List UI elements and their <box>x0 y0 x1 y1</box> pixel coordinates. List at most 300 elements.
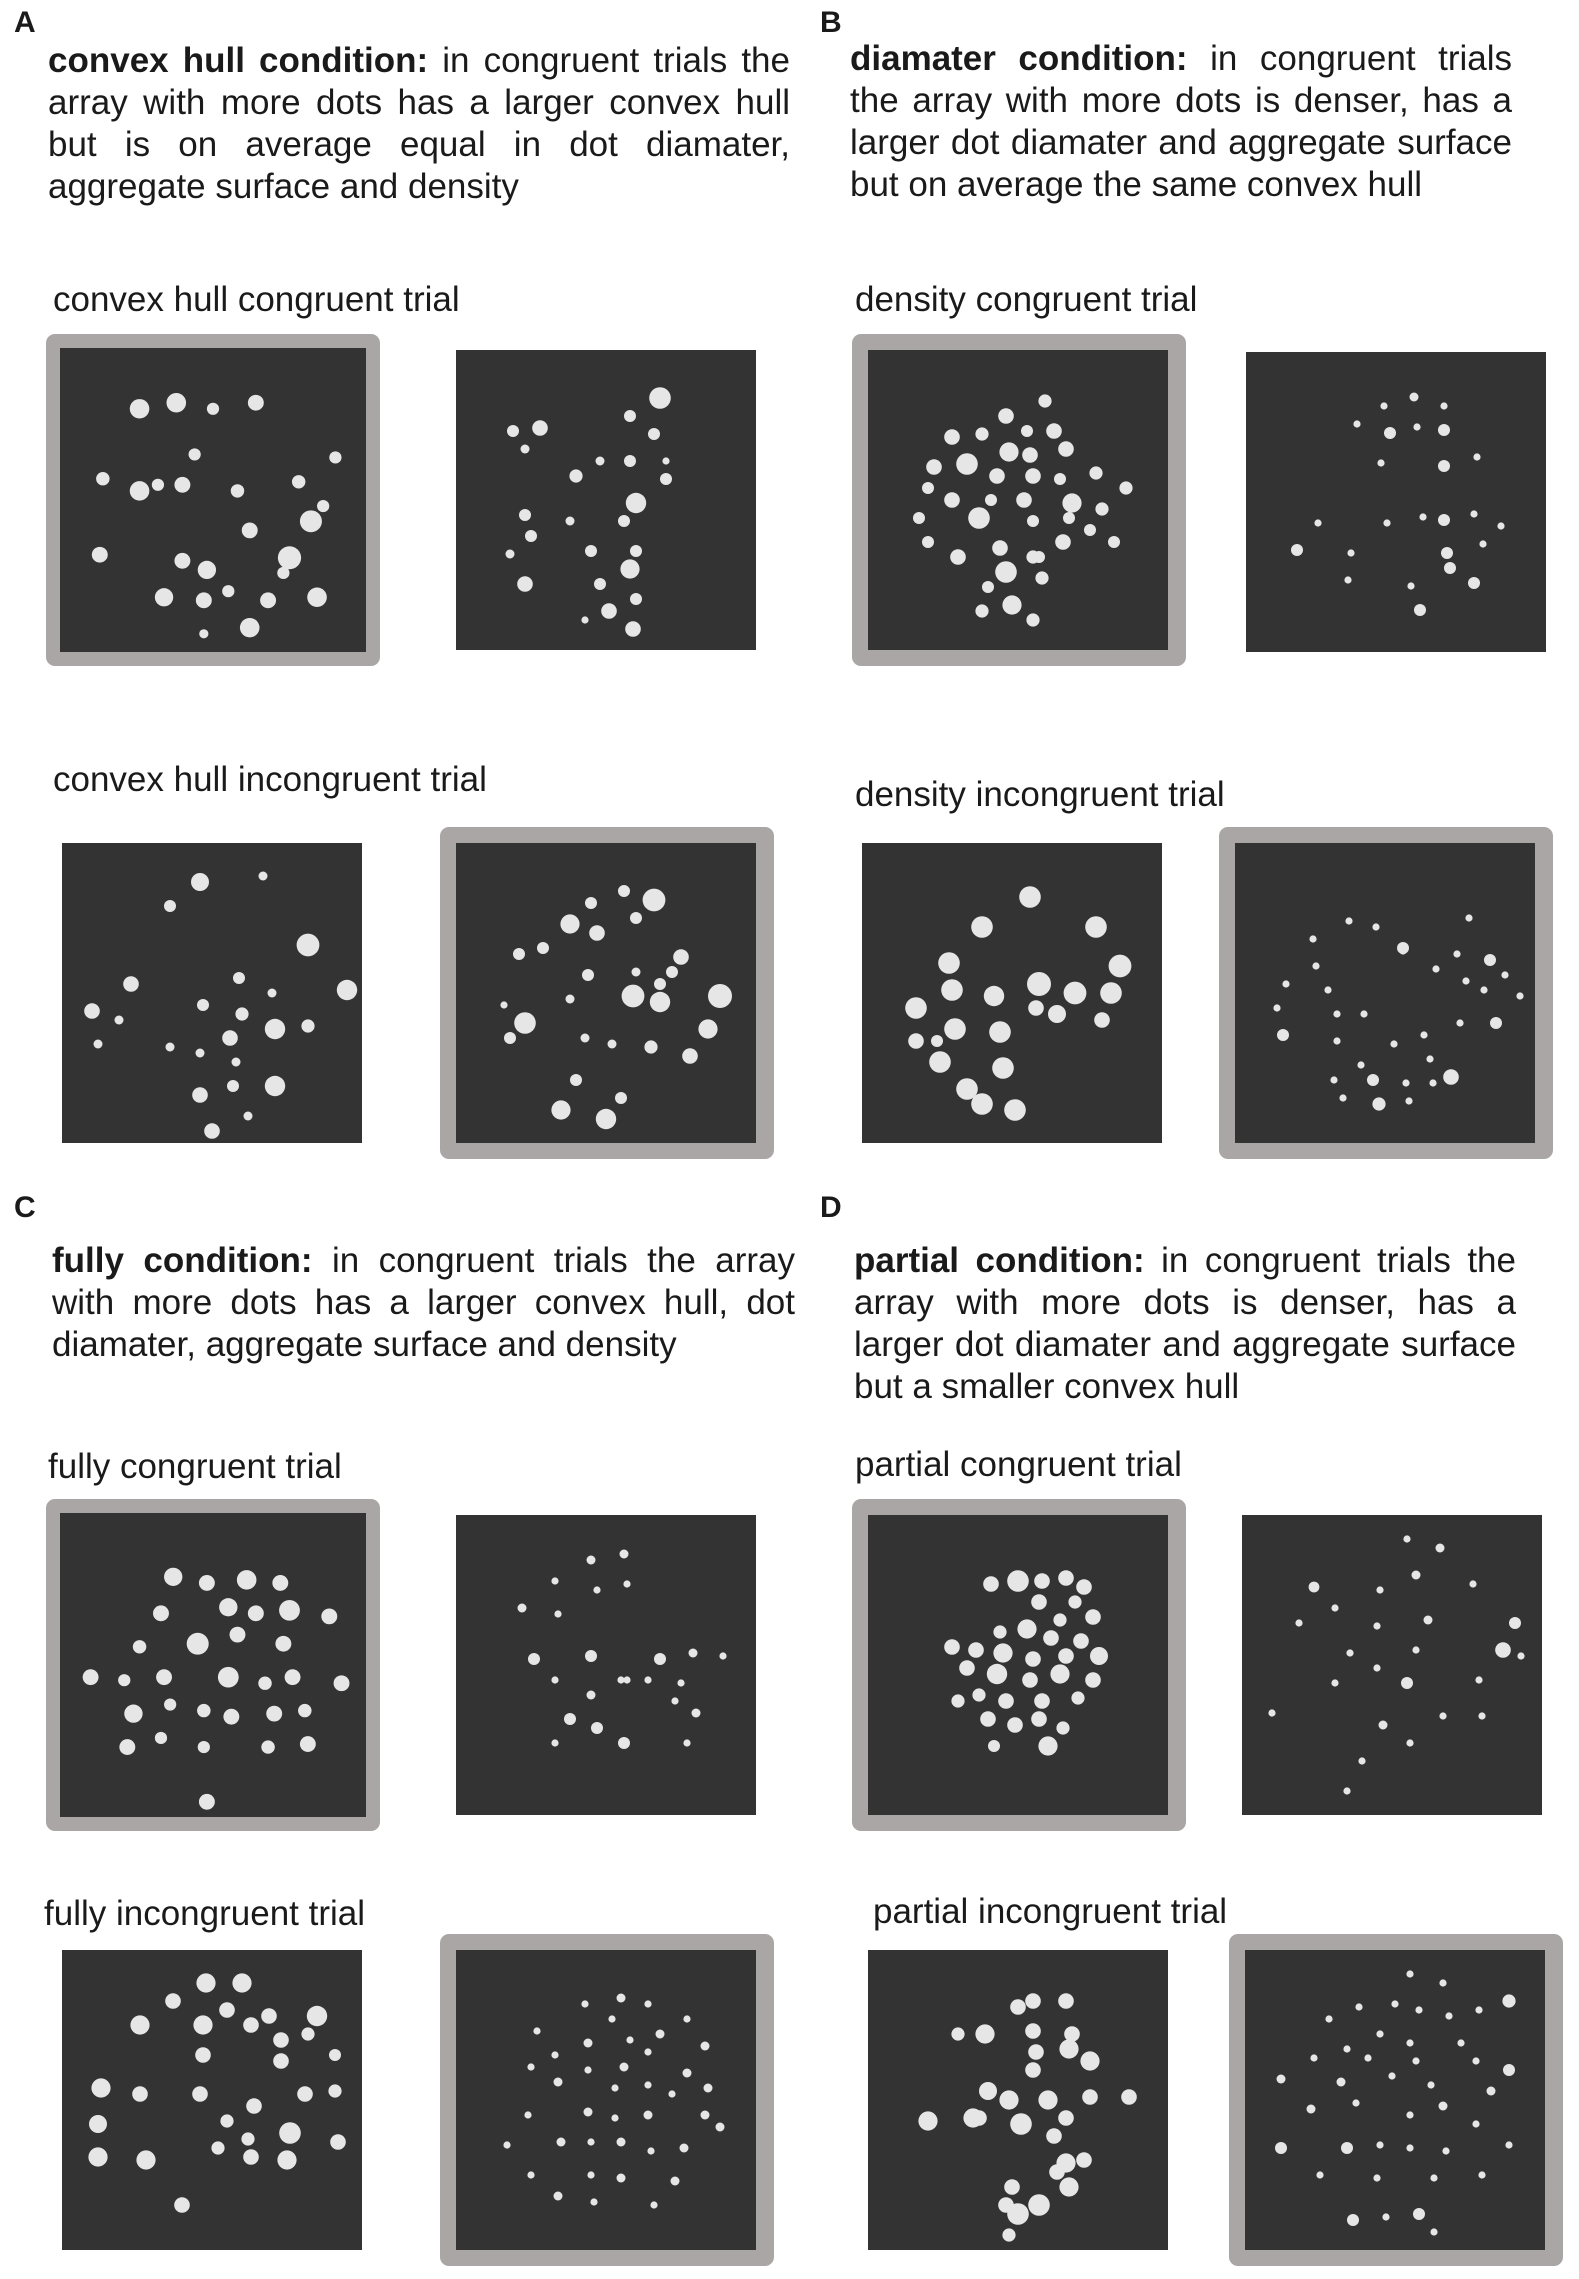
dot <box>649 387 671 409</box>
dot <box>618 515 630 527</box>
dot <box>156 1669 172 1685</box>
dot <box>500 1001 507 1008</box>
dot <box>1038 2090 1057 2109</box>
dot <box>196 592 212 608</box>
dot <box>1314 519 1321 526</box>
stimulus-c-incongruent-left <box>62 1950 362 2250</box>
dot <box>528 1653 540 1665</box>
dot <box>1438 424 1450 436</box>
dot <box>1059 2039 1078 2058</box>
condition-text-b: in congruent trials the array with more dots is denser, has a larger dot diamater and aggregate surface but on average the same convex hull <box>850 39 1512 204</box>
dot <box>527 2171 534 2178</box>
dot <box>307 2006 327 2026</box>
dot <box>1028 2194 1050 2216</box>
dot <box>590 2198 597 2205</box>
dot <box>660 473 672 485</box>
dot <box>1410 393 1419 402</box>
stimulus-a-incongruent-right <box>440 827 774 1159</box>
condition-name-b: diamater condition: <box>850 39 1188 78</box>
dot <box>941 979 963 1001</box>
condition-text-a: in congruent trials the array with more dots has a larger convex hull but is on average equal in dot diamater, aggregate surface and density <box>48 41 790 206</box>
panel-letter-c: C <box>14 1191 36 1224</box>
dot <box>1312 962 1319 969</box>
dot <box>979 2082 997 2100</box>
dot <box>1376 1586 1383 1593</box>
dot <box>96 472 109 485</box>
dot <box>1027 972 1051 996</box>
stimulus-b-congruent-right <box>1246 352 1546 652</box>
dot <box>1430 2174 1437 2181</box>
dot <box>1505 2141 1512 2148</box>
dot <box>668 2090 675 2097</box>
dot <box>207 403 219 415</box>
dot <box>261 2008 277 2024</box>
dot <box>1372 923 1379 930</box>
dot <box>1480 986 1487 993</box>
dot <box>1277 1029 1289 1041</box>
dot <box>951 1694 964 1707</box>
dot <box>1064 982 1087 1005</box>
trial-label-c-congruent: fully congruent trial <box>48 1447 342 1486</box>
dot-array <box>62 843 362 1143</box>
dot <box>1016 492 1032 508</box>
dot <box>275 1636 291 1652</box>
dot <box>1470 510 1477 517</box>
dot <box>537 942 549 954</box>
dot <box>518 1604 527 1613</box>
dot <box>329 2049 341 2061</box>
trial-label-d-incongruent: partial incongruent trial <box>873 1892 1228 1931</box>
dot <box>1509 1617 1521 1629</box>
dot <box>1390 1040 1397 1047</box>
dot <box>1076 1579 1092 1595</box>
dot <box>307 588 327 607</box>
dot <box>300 510 322 532</box>
dot <box>233 972 245 984</box>
dot <box>582 969 594 981</box>
dot <box>989 1021 1011 1043</box>
dot <box>975 427 988 440</box>
dot <box>1419 513 1426 520</box>
dot <box>1357 1061 1364 1068</box>
dot <box>1352 2099 1359 2106</box>
dot <box>587 1691 596 1700</box>
dot <box>551 1676 558 1683</box>
dot <box>1035 571 1048 584</box>
dot <box>1331 1679 1338 1686</box>
dot <box>258 1677 271 1690</box>
dot <box>1031 1594 1047 1610</box>
dot <box>191 873 209 891</box>
dot <box>1517 1652 1524 1659</box>
dot <box>1424 1616 1433 1625</box>
dot <box>644 2111 653 2120</box>
dot <box>279 2122 301 2144</box>
dot <box>1022 1672 1038 1688</box>
trial-label-a-incongruent: convex hull incongruent trial <box>53 760 487 799</box>
dot <box>259 872 268 881</box>
dot <box>1440 402 1447 409</box>
dot <box>944 1639 960 1655</box>
dot <box>611 2114 618 2121</box>
dot <box>1025 2062 1041 2078</box>
dot <box>671 2177 680 2186</box>
dot <box>698 1019 717 1038</box>
dot <box>265 1076 285 1096</box>
dot <box>1058 1648 1074 1664</box>
dot <box>554 2192 563 2201</box>
dot <box>240 618 260 637</box>
dot <box>644 1676 651 1683</box>
dot <box>998 408 1014 424</box>
dot <box>278 546 301 569</box>
condition-text-d: in congruent trials the array with more dots is denser, has a larger dot diamater and aggregate surface but a smaller convex hull <box>854 1241 1516 1406</box>
dot <box>1495 1642 1511 1658</box>
dot <box>1056 1721 1069 1734</box>
dot <box>1050 1664 1069 1683</box>
dot-array <box>1242 1515 1542 1815</box>
dot <box>554 1610 561 1617</box>
dot <box>1503 2064 1515 2076</box>
dot <box>92 547 108 563</box>
dot <box>1333 1010 1340 1017</box>
panel-letter-a: A <box>14 6 36 39</box>
dot <box>972 1688 985 1701</box>
dot <box>195 2047 211 2063</box>
dot <box>197 999 209 1011</box>
dot <box>656 2030 665 2039</box>
dot <box>123 976 139 992</box>
dot <box>1413 2208 1425 2220</box>
dot <box>88 2147 107 2166</box>
dot <box>166 1043 175 1052</box>
dot <box>1453 950 1460 957</box>
dot <box>337 980 357 1000</box>
dot <box>130 2015 149 2034</box>
dot <box>1295 1619 1302 1626</box>
dot <box>984 986 1004 1006</box>
dot <box>1436 1544 1445 1553</box>
dot <box>584 2039 593 2048</box>
dot <box>951 2027 964 2040</box>
dot-array <box>868 1515 1168 1815</box>
dot <box>532 420 548 436</box>
dot <box>601 603 617 619</box>
stimulus-b-incongruent-right <box>1219 827 1553 1159</box>
dot <box>231 484 244 497</box>
dot <box>136 2150 155 2169</box>
dot <box>617 2138 626 2147</box>
trial-label-c-incongruent: fully incongruent trial <box>44 1894 365 1933</box>
condition-description-c <box>52 1240 795 1366</box>
dot <box>992 540 1008 556</box>
dot <box>513 948 525 960</box>
dot <box>1119 481 1132 494</box>
dot-array <box>862 843 1162 1143</box>
dot <box>931 1035 943 1047</box>
dot <box>1058 441 1074 457</box>
dot <box>164 900 176 912</box>
dot <box>198 561 216 579</box>
dot <box>566 995 575 1004</box>
dot <box>1406 1739 1413 1746</box>
dot <box>596 457 605 466</box>
dot <box>1457 2039 1464 2046</box>
dot <box>1502 1994 1515 2007</box>
dot <box>988 1740 1000 1752</box>
dot <box>959 1660 975 1676</box>
dot <box>152 479 164 491</box>
condition-description-a <box>48 40 790 208</box>
dot <box>277 2150 296 2169</box>
dot <box>560 914 579 933</box>
dot <box>968 507 990 529</box>
dot <box>617 1994 626 2003</box>
dot <box>1082 2089 1098 2105</box>
dot <box>987 1664 1007 1684</box>
dot <box>611 2084 618 2091</box>
dot <box>1058 1993 1074 2009</box>
dot <box>644 2048 651 2055</box>
dot <box>153 1605 169 1621</box>
dot <box>298 1704 311 1717</box>
dot <box>1064 2026 1080 2042</box>
dot <box>982 581 994 593</box>
dot <box>708 984 732 1008</box>
dot <box>1406 2111 1413 2118</box>
dot <box>1388 2072 1395 2079</box>
condition-name-c: fully condition: <box>52 1241 313 1280</box>
dot <box>1038 1736 1057 1755</box>
dot <box>624 455 636 467</box>
dot <box>527 2063 534 2070</box>
dot <box>1330 1076 1337 1083</box>
dot <box>1282 980 1289 987</box>
dot <box>918 2111 937 2130</box>
dot <box>1439 2102 1448 2111</box>
dot <box>662 457 669 464</box>
condition-name-d: partial condition: <box>854 1241 1145 1280</box>
dot <box>1054 473 1066 485</box>
dot <box>716 2123 725 2132</box>
dot <box>1084 524 1096 536</box>
dot <box>197 1704 210 1717</box>
dot <box>1444 562 1456 574</box>
dot <box>1490 1017 1502 1029</box>
dot <box>1034 1573 1050 1589</box>
dot <box>993 1643 1012 1662</box>
dot <box>246 2098 262 2114</box>
dot <box>119 1739 135 1755</box>
dot-array <box>456 843 756 1143</box>
dot <box>1439 1712 1446 1719</box>
dot <box>1347 549 1354 556</box>
dot <box>1462 977 1469 984</box>
dot-array <box>868 350 1168 650</box>
dot <box>1439 1979 1446 1986</box>
dot <box>682 1048 698 1064</box>
dot <box>1002 2228 1015 2241</box>
dot <box>187 1633 209 1655</box>
dot <box>165 1993 181 2009</box>
dot <box>330 2134 346 2150</box>
dot <box>922 482 934 494</box>
dot <box>1049 2164 1065 2180</box>
dot <box>1309 935 1316 942</box>
dot <box>630 545 642 557</box>
dot <box>584 2066 591 2073</box>
dot <box>926 459 942 475</box>
dot <box>1085 1672 1101 1688</box>
dot <box>1430 2228 1437 2235</box>
dot <box>164 1568 182 1586</box>
dot <box>673 949 689 965</box>
dot <box>1412 2057 1419 2064</box>
dot <box>1360 1010 1367 1017</box>
dot <box>551 1100 570 1119</box>
dot <box>1339 1094 1346 1101</box>
dot <box>1427 2081 1434 2088</box>
dot <box>1420 1031 1427 1038</box>
dot <box>593 1586 600 1593</box>
dot <box>1358 1757 1365 1764</box>
dot <box>1007 1717 1023 1733</box>
dot <box>1373 2174 1380 2181</box>
dot-array <box>1245 1950 1545 2250</box>
dot <box>243 2017 259 2033</box>
dot <box>1325 2015 1332 2022</box>
dot <box>1004 2179 1020 2195</box>
dot <box>1497 522 1504 529</box>
dot <box>300 1736 316 1752</box>
dot <box>1085 1609 1101 1625</box>
dot <box>1046 423 1062 439</box>
dot <box>1007 2203 1029 2225</box>
dot <box>620 559 639 578</box>
dot <box>622 985 645 1008</box>
stimulus-a-incongruent-left <box>62 843 362 1143</box>
panel-letter-d: D <box>820 1191 842 1224</box>
dot <box>719 1652 726 1659</box>
dot <box>517 576 533 592</box>
dot <box>1310 2054 1317 2061</box>
dot <box>265 1019 285 1039</box>
dot <box>248 395 264 411</box>
dot <box>644 2081 651 2088</box>
dot <box>1309 1582 1320 1593</box>
dot <box>908 1033 924 1049</box>
dot <box>84 1003 100 1019</box>
dot <box>1456 1019 1463 1026</box>
trial-label-b-incongruent: density incongruent trial <box>855 775 1225 814</box>
condition-description-b <box>850 38 1512 206</box>
dot <box>292 475 305 488</box>
dot <box>971 1093 993 1115</box>
dot <box>1100 982 1122 1004</box>
dot <box>554 2078 563 2087</box>
dot <box>243 2149 259 2165</box>
dot <box>617 2174 626 2183</box>
dot <box>1475 1676 1482 1683</box>
dot <box>196 1049 205 1058</box>
dot <box>1426 1055 1433 1062</box>
trial-label-d-congruent: partial congruent trial <box>855 1445 1182 1484</box>
dot <box>644 2000 651 2007</box>
dot <box>620 2063 629 2072</box>
dot <box>521 445 530 454</box>
dot <box>329 451 341 463</box>
dot <box>242 522 258 538</box>
dot <box>615 1092 627 1104</box>
dot <box>196 1973 215 1992</box>
dot <box>654 978 666 990</box>
dot <box>317 500 329 512</box>
dot <box>268 989 277 998</box>
dot <box>174 2197 190 2213</box>
dot <box>503 2141 510 2148</box>
dot <box>564 1713 576 1725</box>
dot <box>230 1627 246 1643</box>
dot <box>533 2027 540 2034</box>
dot <box>132 2086 148 2102</box>
dot <box>624 410 636 422</box>
dot <box>1028 2044 1044 2060</box>
dot <box>525 530 537 542</box>
dot <box>1478 1712 1485 1719</box>
dot <box>1465 914 1472 921</box>
dot <box>1058 2110 1074 2126</box>
dot <box>995 561 1017 583</box>
dot <box>1080 2051 1099 2070</box>
dot <box>689 1649 698 1658</box>
dot <box>1345 917 1352 924</box>
dot-array <box>60 1513 366 1817</box>
dot <box>1383 519 1390 526</box>
dot-array <box>1246 352 1546 652</box>
dot <box>581 2000 588 2007</box>
dot <box>963 2108 982 2127</box>
dot <box>1473 453 1480 460</box>
dot <box>1469 1580 1476 1587</box>
dot <box>704 2084 713 2093</box>
dot <box>297 934 320 957</box>
dot <box>1038 394 1051 407</box>
dot <box>1025 1993 1041 2009</box>
dot <box>199 629 208 638</box>
dot <box>1094 1012 1110 1028</box>
stimulus-b-incongruent-left <box>862 843 1162 1143</box>
dot <box>1401 1677 1413 1689</box>
dot <box>124 1705 142 1723</box>
dot <box>1377 459 1384 466</box>
dot <box>975 2024 994 2043</box>
dot <box>1046 2128 1062 2144</box>
dot <box>587 1556 596 1565</box>
dot <box>1333 1037 1340 1044</box>
dot <box>650 2201 657 2208</box>
dot <box>227 1080 239 1092</box>
trial-label-b-congruent: density congruent trial <box>855 280 1198 319</box>
dot <box>594 578 606 590</box>
dot <box>623 1676 630 1683</box>
dot <box>623 1580 630 1587</box>
dot <box>905 997 927 1019</box>
dot <box>632 968 641 977</box>
dot <box>328 2084 341 2097</box>
dot <box>683 1739 690 1746</box>
dot <box>1384 427 1396 439</box>
dot <box>585 897 597 909</box>
